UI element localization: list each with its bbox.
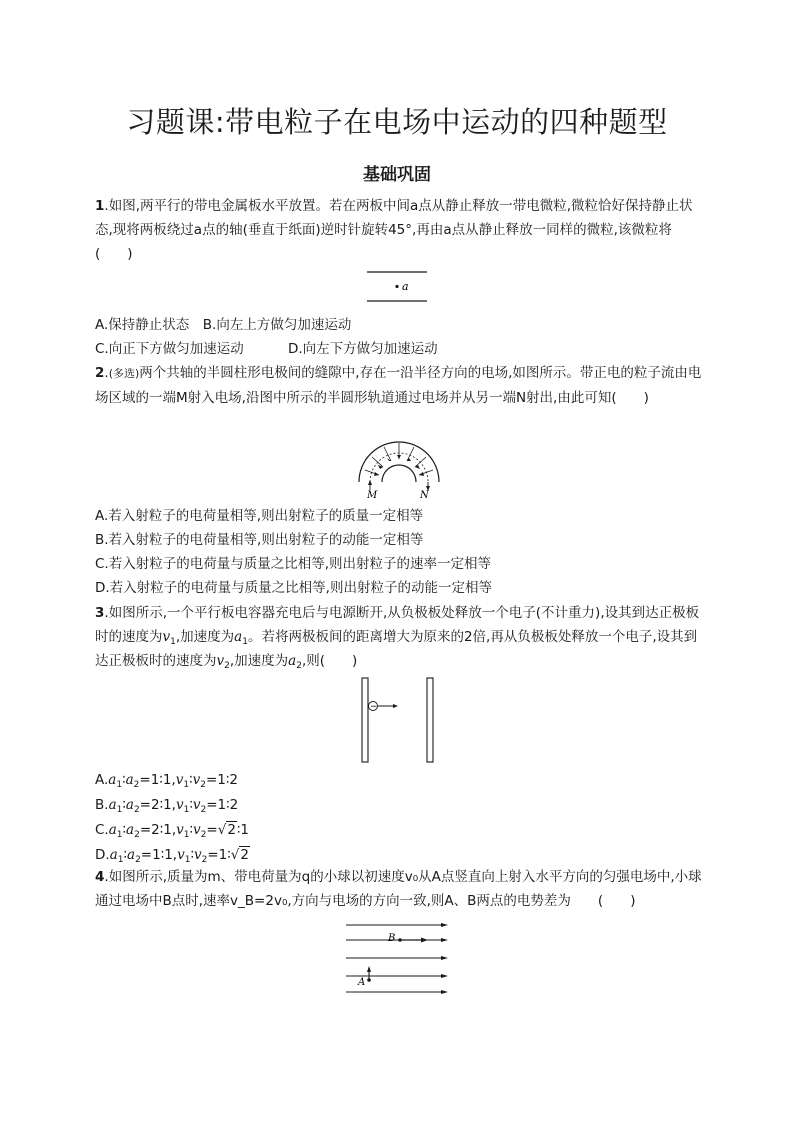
page-title: 习题课:带电粒子在电场中运动的四种题型: [126, 105, 668, 139]
question-2: 2.(多选)两个共轴的半圆柱形电极间的缝隙中,存在一沿半径方向的电场,如图所示。带正电的粒子流由电场区域的一端M射入电场,沿图中所示的半圆形轨道通过电场并从另一端N射出,由此可知( ): [95, 365, 702, 406]
question-3: 3.如图所示,一个平行板电容器充电后与电源断开,从负极板处释放一个电子(不计重力),设其到达正极板时的速度为$v_1$,加速度为$a_1$。若将两极板间的距离增大为原来的2倍,再从负极板处释放一个电子,设其到达正极板时的速度为$v_2$,加速度为$a_2$,则( ): [95, 605, 700, 671]
option-ab: A.保持静止状态 B.向左上方做匀加速运动: [95, 317, 352, 333]
option-c: $C.a_1∶a_2=2∶1,v_1∶v_2=√2∶1$: [95, 822, 250, 840]
figure-uniform-field: [340, 918, 455, 1000]
option-d: D.向左下方做匀加速运动: [288, 341, 438, 357]
question-1: [95, 194, 705, 266]
question-text: .如图所示,一个平行板电容器充电后与电源断开,从负极板处释放一个电子(不计重力),设其到达正极板时的速度为: [95, 605, 700, 645]
question-number: 2: [95, 365, 105, 381]
point-a-label: a: [402, 280, 409, 293]
question-text: .如图所示,质量为m、带电荷量为q的小球以初速度v₀从A点竖直向上射入水平方向的匀强电场中,小球通过电场中B点时,速率v_B=2v₀,方向与电场的方向一致,则A、B两点的电势差为 ( ): [95, 869, 702, 909]
option-c: C.向正下方做匀加速运动: [95, 341, 244, 357]
option-a: $A.a_1∶a_2=1∶1,v_1∶v_2=1∶2$: [95, 772, 238, 790]
option-d: D.若入射粒子的电荷量与质量之比相等,则出射粒子的动能一定相等: [95, 580, 492, 596]
point-a-label: A: [358, 977, 366, 988]
question-4: [95, 865, 705, 913]
entry-label-m: M: [367, 490, 378, 501]
option-d: $D.a_1∶a_2=1∶1,v_1∶v_2=1∶√2$: [95, 847, 249, 865]
question-number: 4: [95, 869, 105, 885]
question-text: .如图,两平行的带电金属板水平放置。若在两板中间a点从静止释放一带电微粒,微粒恰好保持静止状态,现将两板绕过a点的轴(垂直于纸面)逆时针旋转45°,再由a点从静止释放一同样的微粒,该微粒将( ): [95, 198, 693, 262]
option-b: $B.a_1∶a_2=2∶1,v_1∶v_2=1∶2$: [95, 797, 239, 815]
exit-label-n: N: [420, 490, 429, 501]
section-heading: 基础巩固: [363, 165, 431, 185]
figure-parallel-plates: [365, 268, 435, 308]
question-number: 3: [95, 605, 105, 621]
sqrt-symbol: √2: [217, 822, 236, 838]
electron-sign: −: [370, 702, 378, 712]
option-a: A.若入射粒子的电荷量相等,则出射粒子的质量一定相等: [95, 508, 424, 524]
question-text: 两个共轴的半圆柱形电极间的缝隙中,存在一沿半径方向的电场,如图所示。带正电的粒子流由电场区域的一端M射入电场,沿图中所示的半圆形轨道通过电场并从另一端N射出,由此可知( ): [95, 365, 702, 406]
point-b-label: B: [388, 933, 396, 944]
option-b: B.若入射粒子的电荷量相等,则出射粒子的动能一定相等: [95, 532, 424, 548]
sqrt-symbol: √2: [230, 847, 249, 863]
option-c: C.若入射粒子的电荷量与质量之比相等,则出射粒子的速率一定相等: [95, 556, 492, 572]
figure-semicircle-electrodes: [354, 430, 444, 502]
question-number: 1: [95, 198, 105, 214]
multi-select-tag: (多选): [108, 367, 140, 380]
figure-capacitor-plates: [355, 676, 440, 764]
